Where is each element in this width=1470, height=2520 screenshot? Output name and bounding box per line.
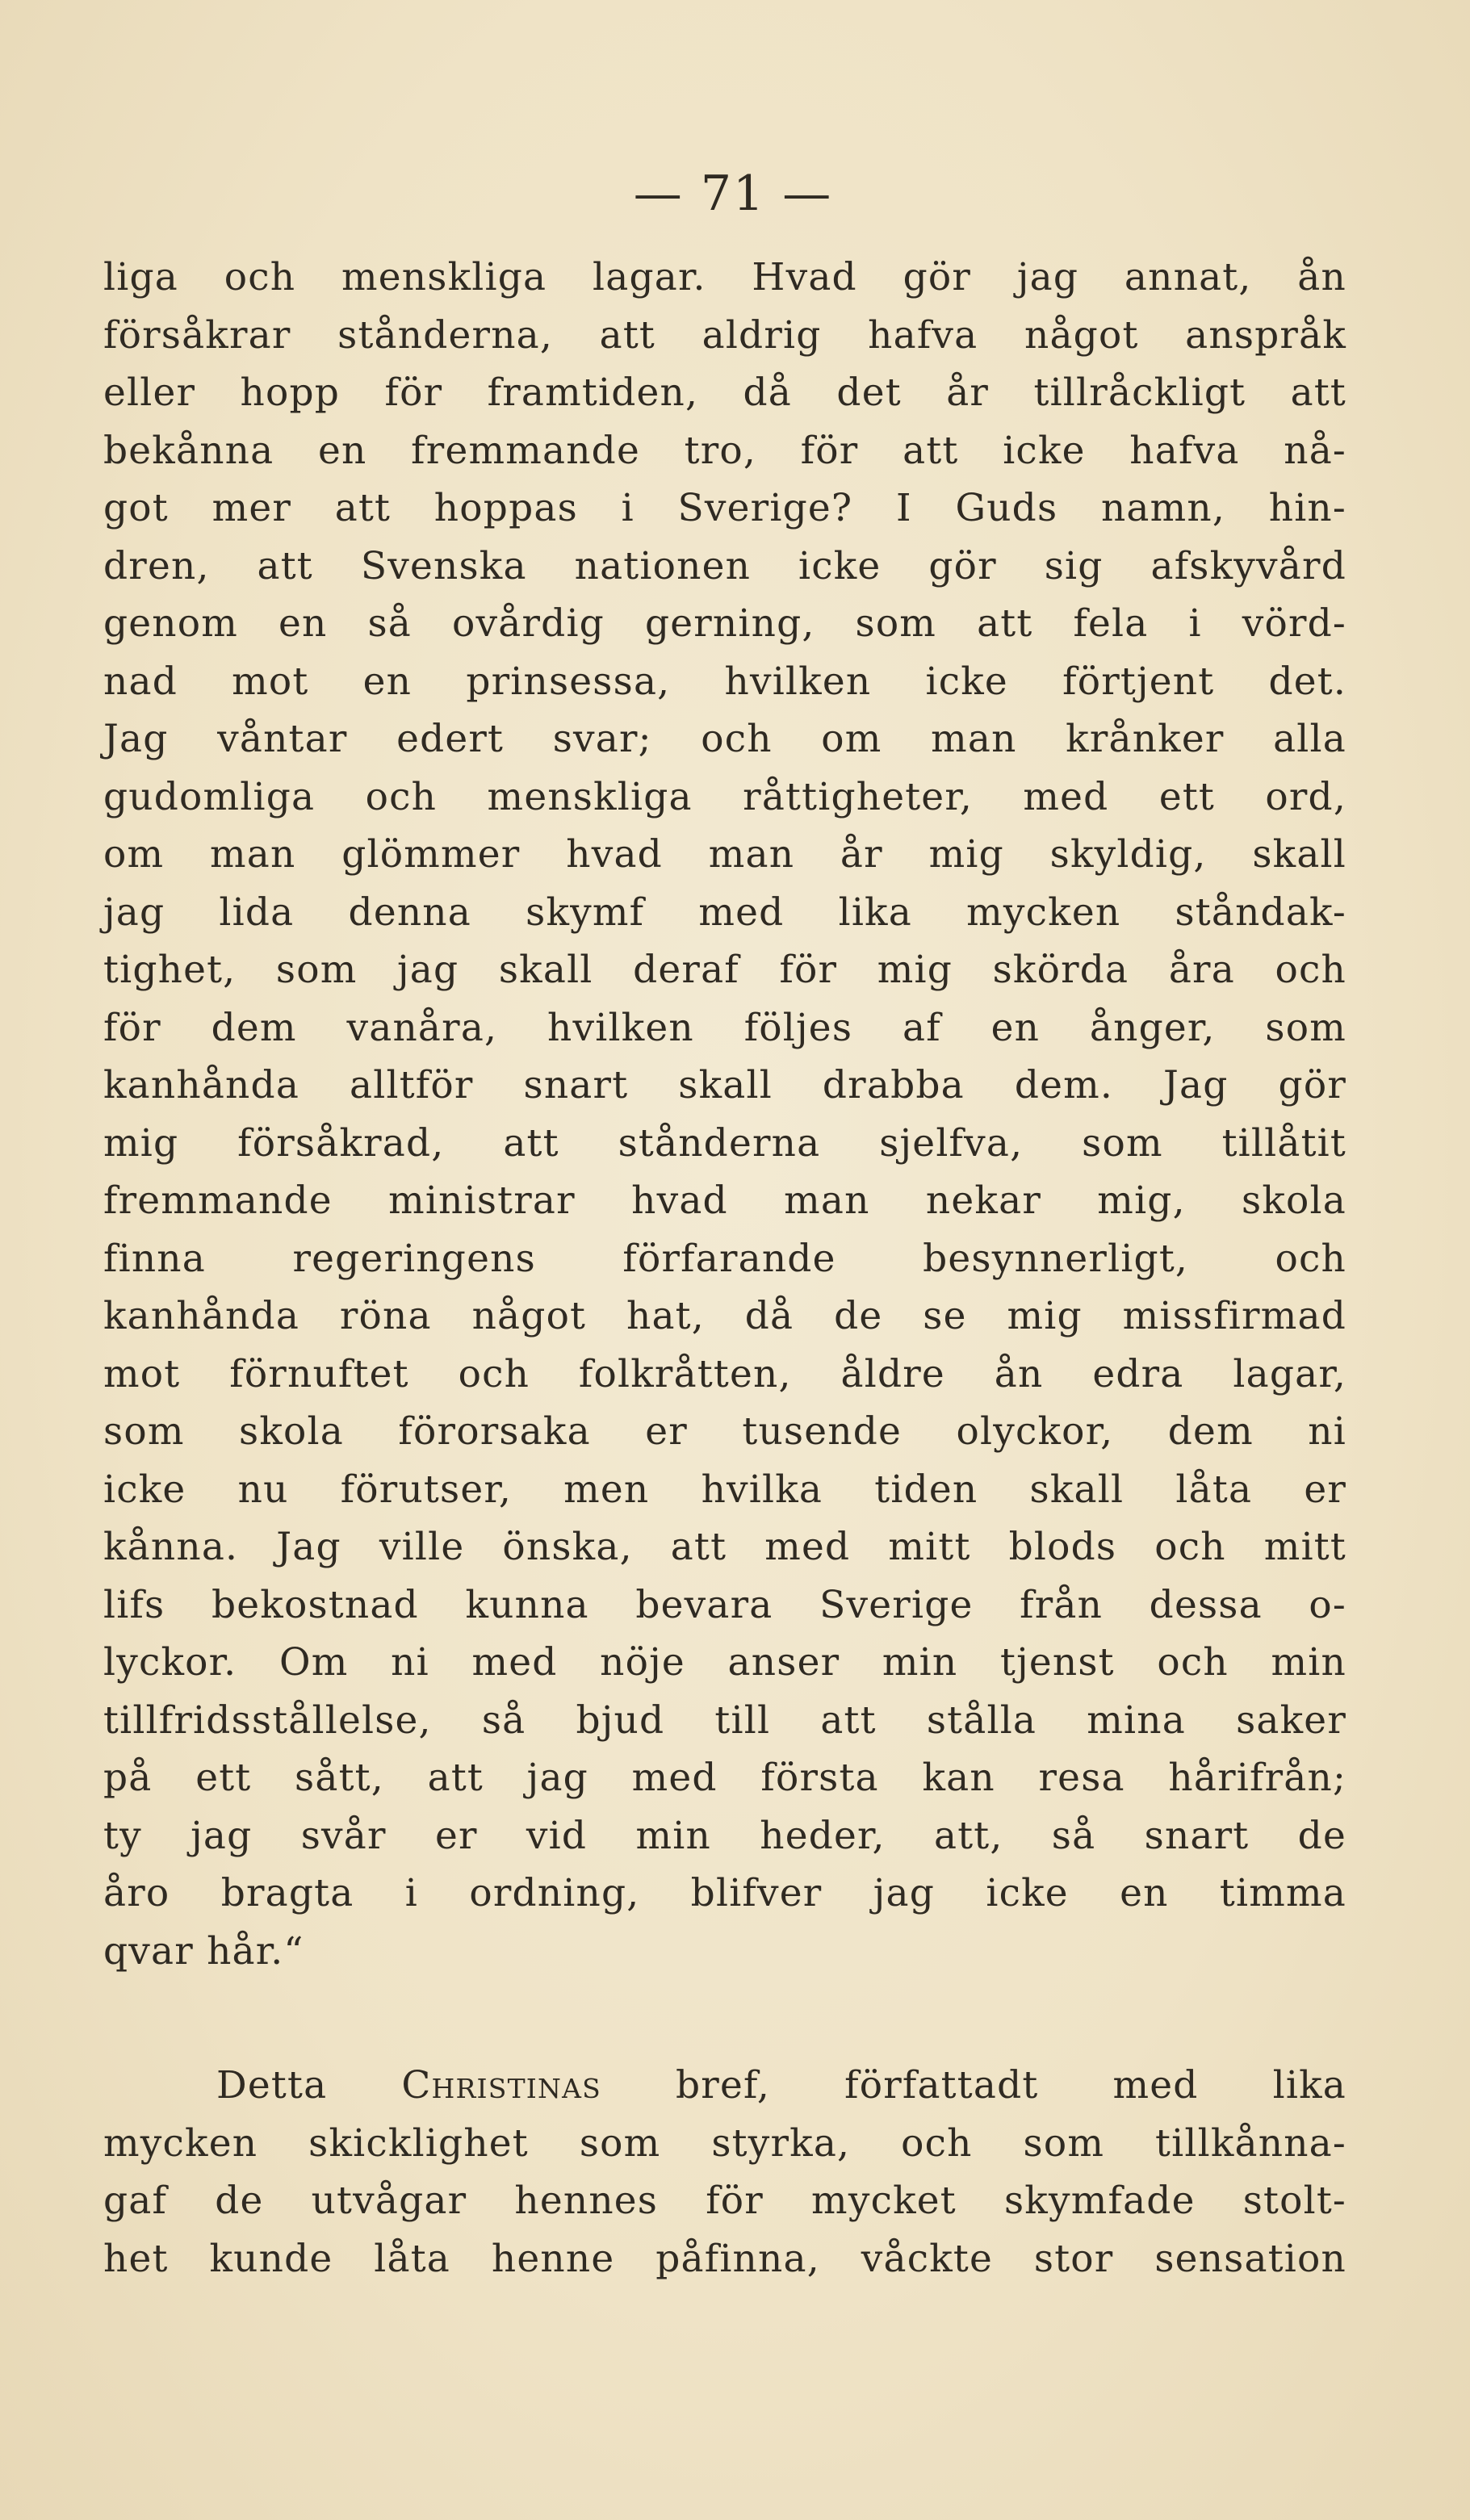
paragraph-1 (103, 249, 1346, 1980)
page-number: — 71 — (633, 165, 833, 222)
text-line: lifs bekostnad kunna bevara Sverige från dessa o- (103, 1582, 1346, 1627)
text-line: het kunde låta henne påfinna, våckte stor sensation (103, 2236, 1346, 2281)
text-line: icke nu förutser, men hvilka tiden skall låta er (103, 1467, 1346, 1512)
text-line: försåkrar stånderna, att aldrig hafva något anspråk (103, 312, 1346, 358)
text-line: gudomliga och menskliga råttigheter, med ett ord, (103, 774, 1346, 819)
text-line: jag lida denna skymf med lika mycken ståndak- (103, 890, 1346, 935)
text-line-first (103, 2057, 1346, 2115)
text-line: dren, att Svenska nationen icke gör sig afskyvård (103, 543, 1346, 588)
person-name: Christinas (401, 2063, 601, 2108)
text-line: kånna. Jag ville önska, att med mitt blods och mitt (103, 1525, 1346, 1569)
text-line: finna regeringens förfarande besynnerligt, och (103, 1236, 1346, 1281)
text-line: Jag våntar edert svar; och om man krånker alla (103, 717, 1346, 761)
text-line: ty jag svår er vid min heder, att, så snart de (103, 1813, 1346, 1858)
text-line: fremmande ministrar hvad man nekar mig, skola (103, 1178, 1346, 1223)
text-line: mycken skicklighet som styrka, och som tillkånna- (103, 2120, 1346, 2166)
text-line: genom en så ovårdig gerning, som att fela i vörd- (103, 601, 1346, 646)
text-line: tillfridsstållelse, så bjud till att stålla mina saker (103, 1697, 1346, 1743)
text-line: got mer att hoppas i Sverige? I Guds namn, hin- (103, 486, 1346, 530)
text-line: mig försåkrad, att stånderna sjelfva, som tillåtit (103, 1120, 1346, 1166)
text-line: mot förnuftet och folkråtten, åldre ån edra lagar, (103, 1351, 1346, 1396)
text-line: som skola förorsaka er tusende olyckor, dem ni (103, 1409, 1346, 1454)
text-line: qvar hår.“ (103, 1928, 304, 1974)
text-line: åro bragta i ordning, blifver jag icke en timma (103, 1871, 1346, 1915)
text-line: kanhånda röna något hat, då de se mig missfirmad (103, 1294, 1346, 1338)
text-line: eller hopp för framtiden, då det år tillråckligt att (103, 370, 1346, 415)
text-line: kanhånda alltför snart skall drabba dem. Jag gör (103, 1063, 1346, 1107)
text-line: för dem vanåra, hvilken följes af en ånger, som (103, 1005, 1346, 1050)
text-line: nad mot en prinsessa, hvilken icke förtjent det. (103, 659, 1346, 704)
text-line: liga och menskliga lagar. Hvad gör jag annat, ån (103, 255, 1346, 299)
first-word: Detta (216, 2063, 328, 2108)
text-line: gaf de utvågar hennes för mycket skymfade stolt- (103, 2179, 1346, 2223)
first-line-rest: bref, författadt med lika (676, 2063, 1346, 2108)
text-line: på ett sått, att jag med första kan resa hårifrån; (103, 1756, 1346, 1800)
text-line: bekånna en fremmande tro, för att icke hafva nå- (103, 428, 1346, 473)
text-line: lyckor. Om ni med nöje anser min tjenst och min (103, 1640, 1346, 1685)
text-line: om man glömmer hvad man år mig skyldig, skall (103, 832, 1346, 877)
paragraph-2 (103, 2057, 1346, 2288)
text-line: tighet, som jag skall deraf för mig skörda åra och (103, 948, 1346, 992)
page-text-block (103, 165, 1346, 2288)
